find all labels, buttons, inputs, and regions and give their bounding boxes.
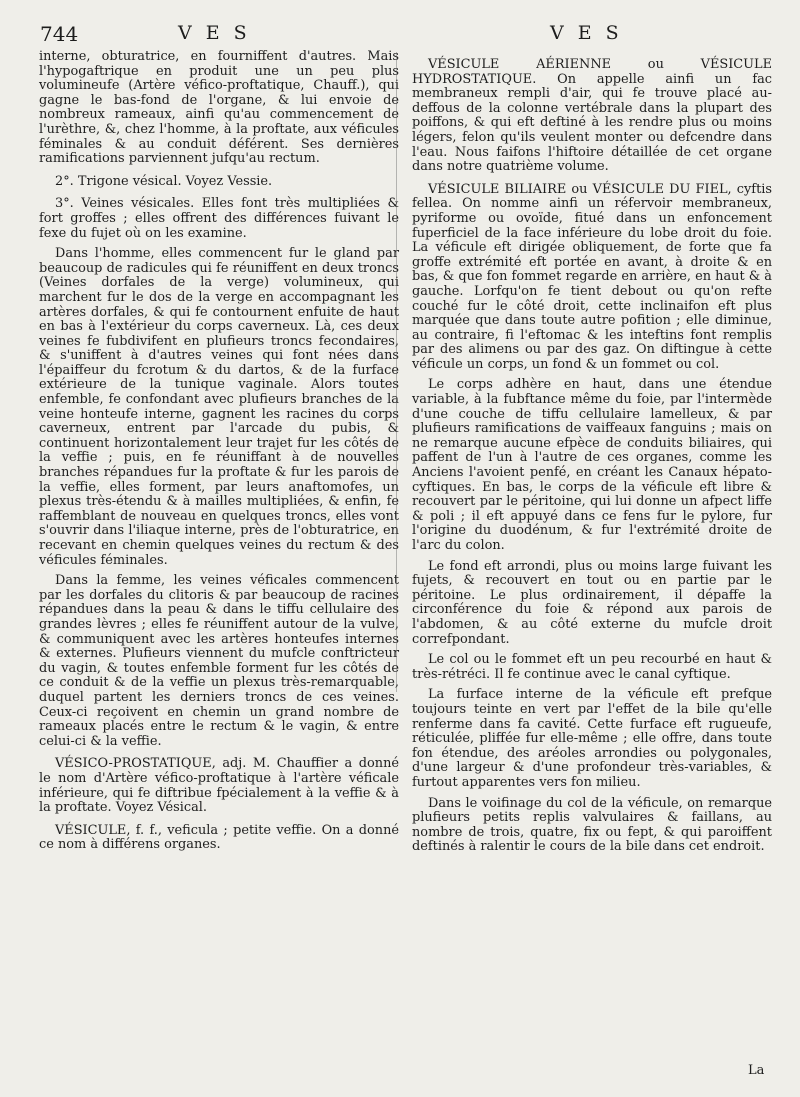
paragraph-replis: Dans le voifinage du col de la véficule, on remarque plufieurs petits replis valvulaires & faillans, au nombre de trois, quatre, fix ou fept, & qui paroiffent deftinés à ralentir le cours de la bile dans cet endroit. xyxy=(412,795,772,855)
entry-vesicule-aerienne: VÉSICULE AÉRIENNE ou VÉSICULE HYDROSTATIQUE. On appelle ainfi un fac membraneux rempli d'air, qui fe trouve placé au-deffous de la colonne vertébrale dans la plupart des poiffons, & qui eft deftiné à les rendre plus ou moins légers, felon qu'ils veulent monter ou defcendre dans l'eau. Nous faifons l'hiftoire détaillée de cet organe dans notre quatrième volume. xyxy=(412,57,772,175)
running-head-right: V E S xyxy=(550,22,623,44)
paragraph-surface-interne: La furface interne de la véficule eft prefque toujours teinte en vert par l'effet de la bile qu'elle renferme dans fa cavité. Cette furface eft rugueufe, réticulée, pliffée fur elle-même ; elle offre, dans toute fon étendue, des aréoles arrondies ou polygonales, d'une largeur & d'une profondeur très-variables, & furtout apparentes vers fon milieu. xyxy=(412,687,772,790)
paragraph: interne, obturatrice, en fourniffent d'autres. Mais l'hypogaftrique en produit une un peu plus volumineufe (Artère véfico-proftatique, Chauff.), qui gagne le bas-fond de l'organe, & lui envoie de nombreux rameaux, ainfi qu'au commencement de l'urèthre, &, chez l'homme, à la proftate, aux véficules féminales & au conduit déférent. Ses dernières ramifications parviennent jufqu'au rectum. xyxy=(39,49,399,167)
entry-veines: 3°. Veines vésicales. Elles font très multipliées & fort groffes ; elles offrent des différences fuivant le fexe du fujet où on les examine. xyxy=(39,196,399,241)
paragraph-homme: Dans l'homme, elles commencent fur le gland par beaucoup de radicules qui fe réuniffent en deux troncs (Veines dorfales de la verge) volumineux, qui marchent fur le dos de la verge en accompagnant les artères dorfales, & qui fe contournent enfuite de haut en bas à l'extérieur du corps caverneux. Là, ces deux veines fe fubdivifent en plufieurs troncs fecondaires, & s'uniffent à d'autres veines qui font nées dans l'épaiffeur du fcrotum & du dartos, & de la furface extérieure de la tunique vaginale. Alors toutes enfemble, fe confondant avec plufieurs branches de la veine honteufe interne, gagnent les racines du corps caverneux, entrent par l'arcade du pubis, & continuent horizontalement leur trajet fur les côtés de la veffie ; puis, en fe réuniffant à de nouvelles branches répandues fur la proftate & fur les parois de la veffie, elles forment, par leurs anaftomofes, un plexus très-étendu & à mailles multipliées, & enfin, fe raffemblant de nouveau en quelques troncs, elles vont s'ouvrir dans l'iliaque interne, près de l'obturatrice, en recevant en chemin quelques veines du rectum & des véficules féminales. xyxy=(39,246,399,568)
right-column xyxy=(412,50,772,861)
column-divider xyxy=(396,52,397,692)
paragraph-col: Le col ou le fommet eft un peu recourbé en haut & très-rétréci. Il fe continue avec le canal cyftique. xyxy=(412,652,772,682)
paragraph-fond: Le fond eft arrondi, plus ou moins large fuivant les fujets, & recouvert en tout ou en partie par le péritoine. Le plus ordinairement, il dépaffe la circonférence du foie & répond aux parois de l'abdomen, & au côté externe du mufcle droit correfpondant. xyxy=(412,558,772,647)
left-column xyxy=(39,50,399,859)
entry-vesicule-biliaire: VÉSICULE BILIAIRE ou VÉSICULE DU FIEL, cyftis fellea. On nomme ainfi un réfervoir membraneux, pyriforme ou ovoïde, fitué dans un enfoncement fuperficiel de la face inférieure du lobe droit du foie. La véficule eft dirigée obliquement, de forte que fa groffe extrémité eft portée en avant, à droite & en bas, & que fon fommet regarde en arrière, en haut & à gauche. Lorfqu'on fe tient debout ou qu'on refte couché fur le côté droit, cette inclinaifon eft plus marquée que dans toute autre pofition ; elle diminue, au contraire, fi l'eftomac & les inteftins font remplis par des alimens ou par des gaz. On diftingue à cette véficule un corps, un fond & un fommet ou col. xyxy=(412,181,772,372)
entry-vesicule: VÉSICULE, f. f., veficula ; petite veffie. On a donné ce nom à différens organes. xyxy=(39,822,399,853)
running-head-left: V E S xyxy=(178,22,251,44)
catchword: La xyxy=(748,1063,765,1078)
paragraph-corps: Le corps adhère en haut, dans une étendue variable, à la fubftance même du foie, par l'intermède d'une couche de tiffu cellulaire lamelleux, & par plufieurs ramifications de vaiffeaux fanguins ; mais on ne remarque aucune efpèce de conduits biliaires, qui paffent de l'un à l'autre de ces organes, comme les Anciens l'avoient penfé, en créant les Canaux hépato-cyftiques. En bas, le corps de la véficule eft libre & recouvert par le péritoine, qui lui donne un afpect liffe & poli ; il eft appuyé dans ce fens fur le pylore, fur l'origine du duodénum, & fur l'extrémité droite de l'arc du colon. xyxy=(412,377,772,553)
page-number: 744 xyxy=(40,22,79,46)
paragraph-femme: Dans la femme, les veines véficales commencent par les dorfales du clitoris & par beaucoup de racines répandues dans la peau & dans le tiffu cellulaire des grandes lèvres ; elles fe réuniffent autour de la vulve, & communiquent avec les artères honteufes internes & externes. Plufieurs viennent du mufcle conftricteur du vagin, & toutes enfemble forment fur les côtés de ce conduit & de la veffie un plexus très-remarquable, duquel partent les derniers troncs de ces veines. Ceux-ci reçoivent en chemin un grand nombre de rameaux placés entre le rectum & le vagin, & entre celui-ci & la veffie. xyxy=(39,573,399,749)
entry-vesico-prostatique: VÉSICO-PROSTATIQUE, adj. M. Chauffier a donné le nom d'Artère véfico-proftatique à l'artère véficale inférieure, qui fe diftribue fpécialement à la veffie & à la proftate. Voyez Vésical. xyxy=(39,756,399,816)
entry-trigone: 2°. Trigone vésical. Voyez Vessie. xyxy=(55,173,273,189)
